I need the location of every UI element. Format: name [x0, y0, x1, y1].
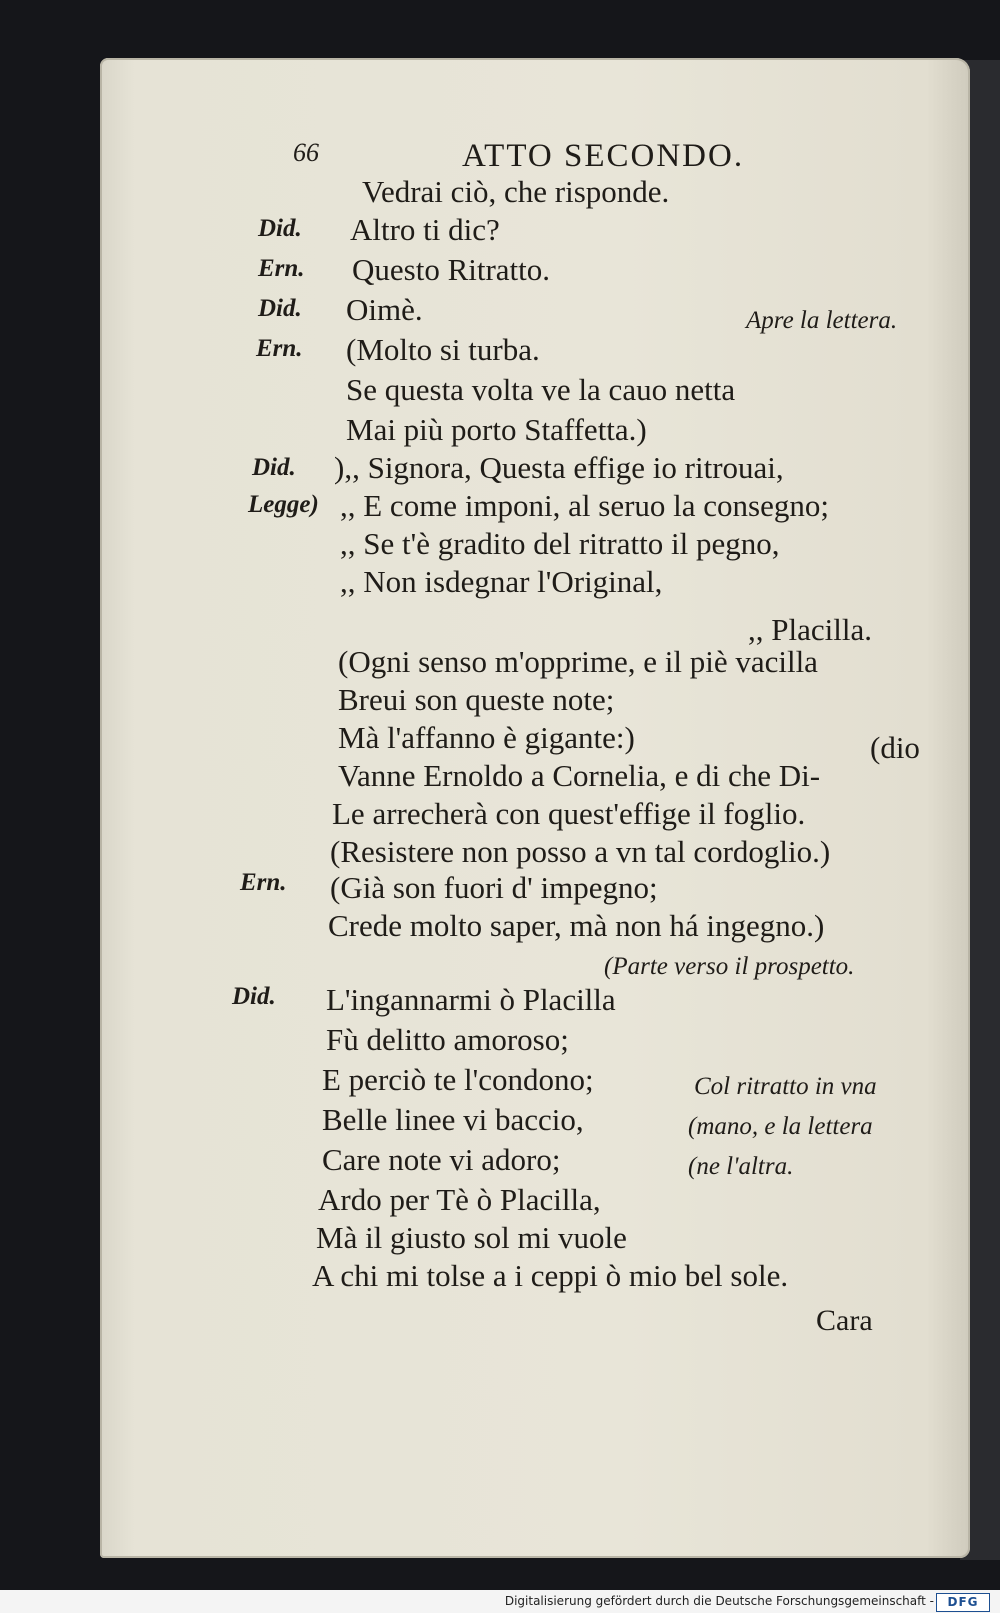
text-line: Crede molto saper, mà non há ingegno.) [328, 908, 825, 943]
text-line: Breui son queste note; [338, 682, 615, 717]
text-line: ,, Non isdegnar l'Original, [340, 564, 663, 599]
stage-direction: (Parte verso il prospetto. [604, 953, 855, 980]
text-line: Questo Ritratto. [352, 252, 551, 287]
text-line: Care note vi adoro; [322, 1142, 561, 1177]
text-line: Altro ti dic? [350, 212, 500, 247]
text-line: (Ogni senso m'opprime, e il piè vacilla [338, 644, 818, 679]
stage-direction: Apre la lettera. [746, 307, 898, 334]
text-line: Oimè. [346, 292, 423, 327]
running-title: ATTO SECONDO. [462, 138, 745, 174]
speaker-label: Ern. [240, 869, 287, 896]
speaker-label: Did. [258, 215, 302, 242]
speaker-label: Legge) [248, 491, 319, 518]
speaker-label: Did. [252, 454, 296, 481]
text-line: Fù delitto amoroso; [326, 1022, 569, 1057]
text-line: E perciò te l'condono; [322, 1062, 594, 1097]
dfg-logo: DFG [936, 1593, 990, 1612]
footer-bar [0, 1590, 1000, 1613]
text-line: A chi mi tolse a i ceppi ò mio bel sole. [312, 1258, 789, 1293]
catchword: Cara [816, 1304, 873, 1337]
funding-credit: Digitalisierung gefördert durch die Deutsche Forschungsgemeinschaft - [504, 1594, 934, 1608]
stage-direction: (dio [870, 730, 920, 765]
text-line: ,, Placilla. [748, 612, 872, 647]
text-line: Mà il giusto sol mi vuole [316, 1220, 627, 1255]
text-line: Vedrai ciò, che risponde. [362, 174, 670, 209]
speaker-label: Did. [258, 295, 302, 322]
text-line: ),, Signora, Questa effige io ritrouai, [334, 450, 784, 485]
text-line: Vanne Ernoldo a Cornelia, e di che Di- [338, 758, 821, 793]
text-line: Ardo per Tè ò Placilla, [318, 1182, 601, 1217]
speaker-label: Ern. [258, 255, 305, 282]
text-line: Le arrecherà con quest'effige il foglio. [332, 796, 806, 831]
text-line: ,, E come imponi, al seruo la consegno; [340, 488, 829, 523]
text-line: Mà l'affanno è gigante:) [338, 720, 635, 755]
stage-direction: Col ritratto in vna [694, 1073, 877, 1100]
text-line: (Resistere non posso a vn tal cordoglio.) [330, 834, 831, 869]
text-line: Se questa volta ve la cauo netta [346, 372, 736, 407]
stage-direction: (mano, e la lettera [688, 1113, 873, 1140]
text-line: Belle linee vi baccio, [322, 1102, 584, 1137]
speaker-label: Ern. [256, 335, 303, 362]
text-line: ,, Se t'è gradito del ritratto il pegno, [340, 526, 780, 561]
text-line: (Molto si turba. [346, 332, 540, 367]
speaker-label: Did. [232, 983, 276, 1010]
text-line: (Già son fuori d' impegno; [330, 870, 658, 905]
page-number: 66 [293, 138, 319, 167]
text-line: L'ingannarmi ò Placilla [326, 982, 616, 1017]
stage-direction: (ne l'altra. [688, 1153, 794, 1180]
text-line: Mai più porto Staffetta.) [346, 412, 647, 447]
